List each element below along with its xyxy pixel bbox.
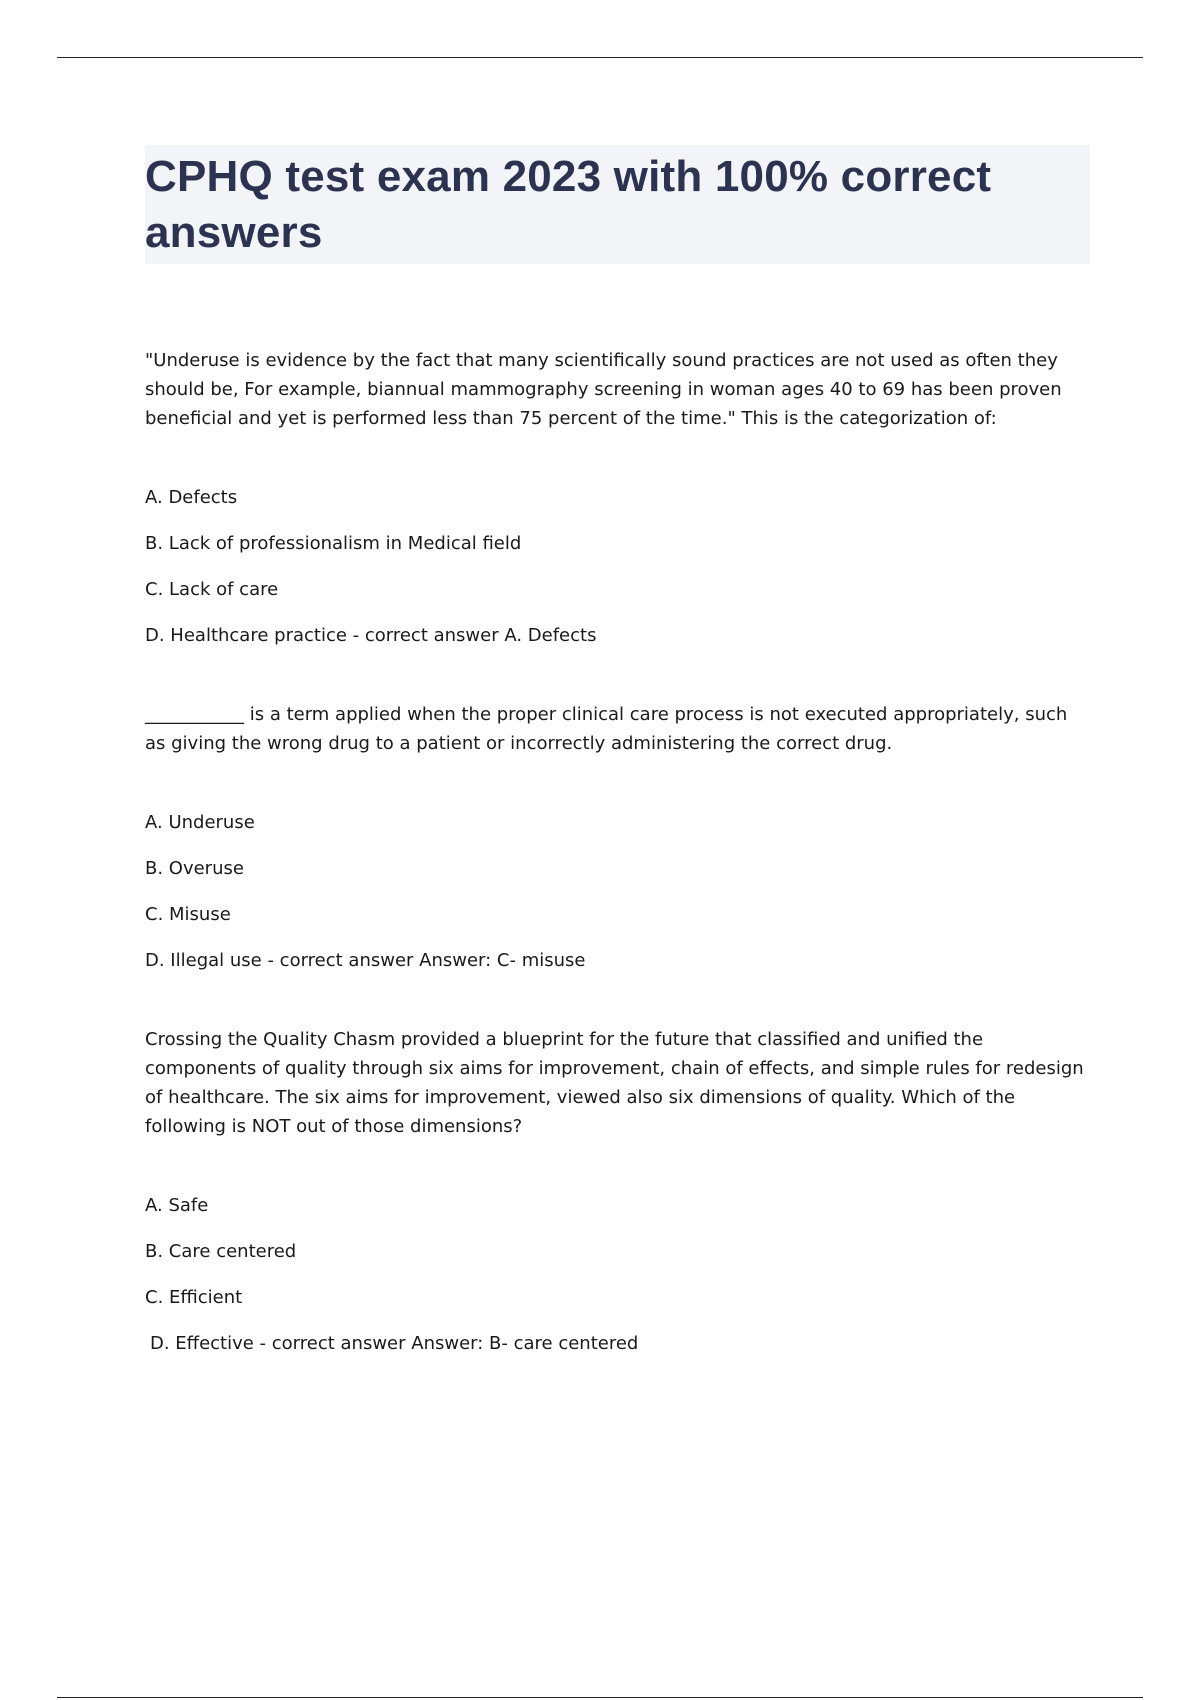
- option-b: B. Lack of professionalism in Medical field: [145, 533, 522, 554]
- top-rule: [57, 57, 1143, 58]
- option-b: B. Overuse: [145, 858, 244, 879]
- option-c: C. Efficient: [145, 1287, 243, 1308]
- title-banner: [145, 145, 1090, 264]
- option-b: B. Care centered: [145, 1241, 297, 1262]
- option-a: A. Defects: [145, 487, 238, 508]
- question-2: [145, 700, 1090, 975]
- option-d-with-answer: D. Effective - correct answer Answer: B- care centered: [150, 1333, 639, 1354]
- option-a: A. Underuse: [145, 812, 255, 833]
- page-title: CPHQ test exam 2023 with 100% correct answers: [145, 152, 992, 257]
- question-text: "Underuse is evidence by the fact that many scientifically sound practices are not used as often they should be, For example, biannual mammography screening in woman ages 40 to 69 has been proven beneficial and yet is performed less than 75 percent of the time." This is the categorization of:: [145, 350, 1062, 429]
- question-list: [145, 346, 1090, 1408]
- question-text: ___________ is a term applied when the proper clinical care process is not executed appropriately, such as giving the wrong drug to a patient or incorrectly administering the correct drug.: [145, 704, 1068, 754]
- question-1: [145, 346, 1090, 650]
- answer-options: [145, 1191, 1090, 1358]
- question-text: Crossing the Quality Chasm provided a blueprint for the future that classified and unified the components of quality through six aims for improvement, chain of effects, and simple rules for redesign of healthcare. The six aims for improvement, viewed also six dimensions of quality. Which of the following is NOT out of those dimensions?: [145, 1029, 1084, 1137]
- question-3: [145, 1025, 1090, 1358]
- option-a: A. Safe: [145, 1195, 209, 1216]
- option-d-with-answer: D. Illegal use - correct answer Answer: C- misuse: [145, 950, 586, 971]
- option-c: C. Misuse: [145, 904, 231, 925]
- answer-options: [145, 483, 1090, 650]
- option-d-with-answer: D. Healthcare practice - correct answer A. Defects: [145, 625, 597, 646]
- option-c: C. Lack of care: [145, 579, 279, 600]
- answer-options: [145, 808, 1090, 975]
- bottom-rule: [57, 1697, 1143, 1698]
